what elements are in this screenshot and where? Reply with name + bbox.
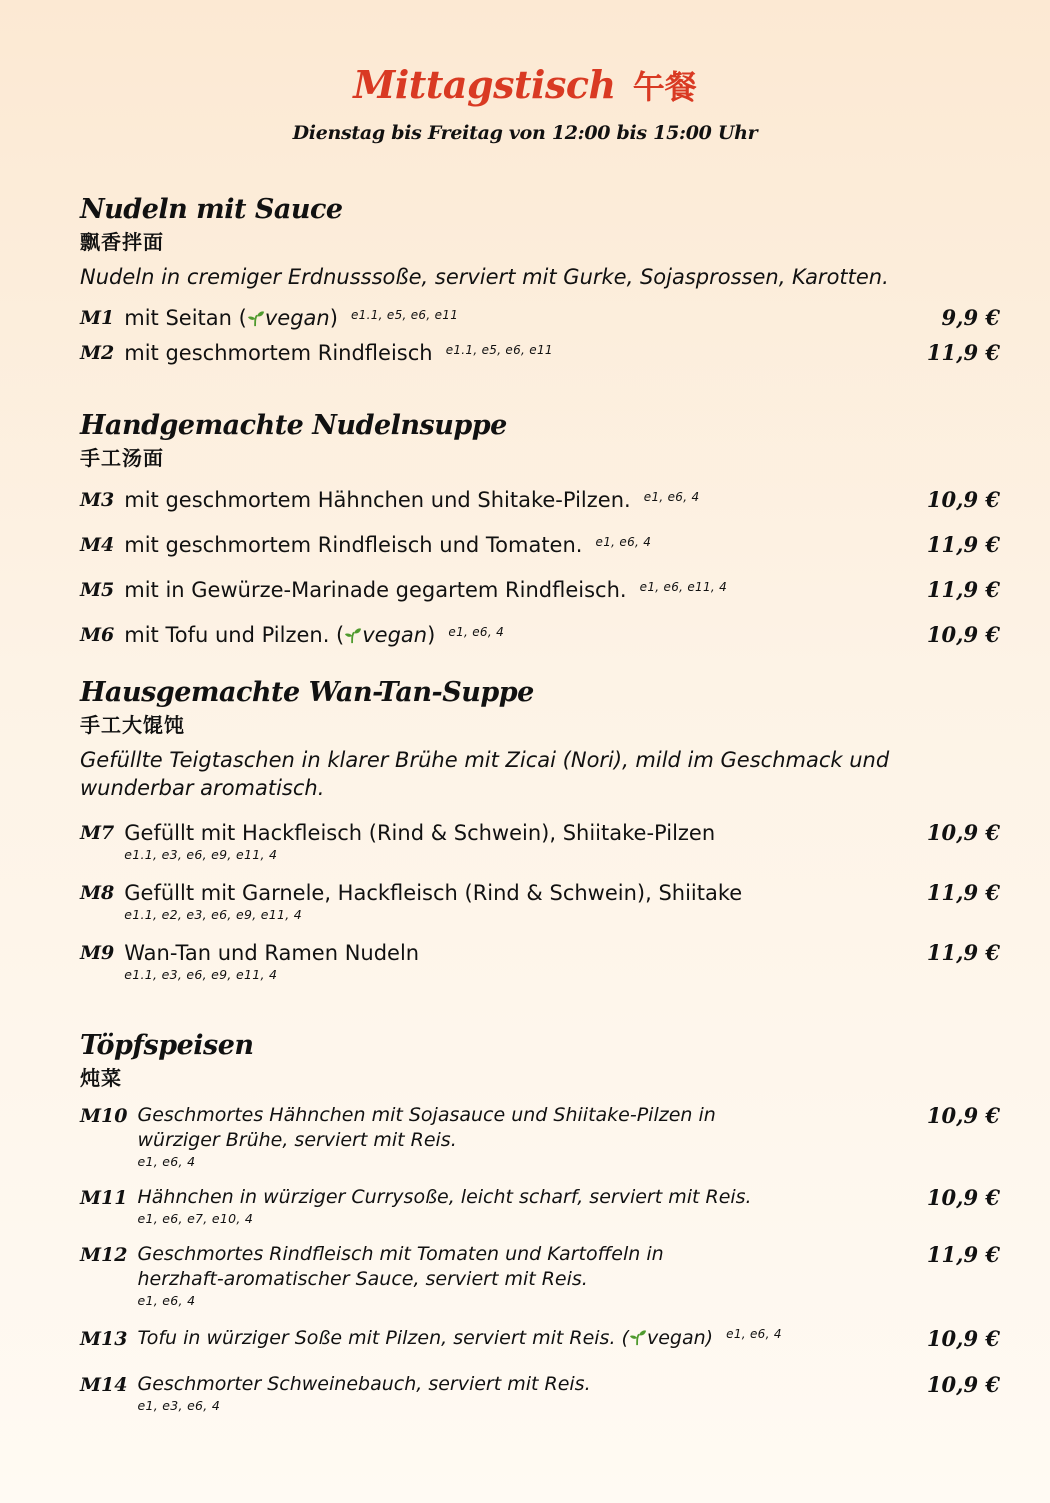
item-allergens: e1, e6, 4: [137, 1293, 196, 1308]
item-price: 11,9 €: [926, 340, 1000, 365]
item-code: M2: [80, 342, 115, 364]
menu-item-m10: [80, 1103, 1000, 1171]
page-title-chinese: 午餐: [632, 68, 697, 106]
item-allergens: e1.1, e2, e3, e6, e9, e11, 4: [124, 907, 303, 922]
item-allergens: e1, e6, 4: [643, 490, 700, 504]
item-code: M5: [80, 579, 115, 601]
item-allergens: e1.1, e3, e6, e9, e11, 4: [124, 847, 278, 862]
item-name: mit Seitan ( vegan): [124, 306, 338, 330]
menu-item-m11: [80, 1185, 1000, 1228]
menu-item-m12: [80, 1242, 1000, 1310]
item-name: Geschmorter Schweinebauch, serviert mit Reis.: [137, 1373, 591, 1395]
item-allergens: e1, e6, e7, e10, 4: [137, 1211, 254, 1226]
item-name: Tofu in würziger Soße mit Pilzen, serviert mit Reis. ( vegan): [137, 1327, 714, 1349]
item-code: M3: [80, 489, 115, 511]
sprout-icon: [247, 309, 265, 327]
section-title-chinese: 手工大馄饨: [80, 713, 185, 737]
item-code: M11: [80, 1187, 128, 1209]
section-nudeln-mit-sauce: [80, 193, 1000, 366]
item-code: M8: [80, 882, 115, 904]
item-price: 10,9 €: [926, 487, 1000, 512]
item-name: Wan-Tan und Ramen Nudeln: [124, 941, 420, 965]
item-allergens: e1, e3, e6, 4: [137, 1398, 221, 1413]
item-code: M6: [80, 624, 115, 646]
item-price: 11,9 €: [926, 940, 1000, 965]
menu-item-m3: [80, 487, 1000, 513]
item-name: Gefüllt mit Garnele, Hackfleisch (Rind & Schwein), Shiitake: [124, 881, 743, 905]
item-code: M13: [80, 1328, 128, 1350]
section-title: Hausgemachte Wan-Tan-Suppe: [80, 677, 534, 708]
menu-item-m6: [80, 622, 1000, 648]
menu-item-m4: [80, 532, 1000, 558]
item-price: 11,9 €: [926, 532, 1000, 557]
item-price: 10,9 €: [926, 622, 1000, 647]
menu-item-m14: [80, 1372, 1000, 1415]
item-name: Gefüllt mit Hackfleisch (Rind & Schwein), Shiitake-Pilzen: [124, 821, 716, 845]
item-price: 10,9 €: [926, 1185, 1000, 1210]
header: [0, 0, 1050, 112]
opening-hours: Dienstag bis Freitag von 12:00 bis 15:00 Uhr: [292, 122, 758, 144]
menu-item-m7: [80, 820, 1000, 864]
item-price: 10,9 €: [926, 1372, 1000, 1397]
item-name: mit in Gewürze-Marinade gegartem Rindfleisch.: [124, 578, 627, 602]
item-allergens: e1.1, e5, e6, e11: [351, 308, 459, 322]
menu-item-m9: [80, 940, 1000, 984]
section-title-chinese: 飘香拌面: [80, 230, 164, 254]
section-title: Handgemachte Nudelnsuppe: [80, 410, 507, 441]
item-code: M1: [80, 307, 115, 329]
item-price: 11,9 €: [926, 1242, 1000, 1267]
item-name: mit geschmortem Hähnchen und Shitake-Pilzen.: [124, 488, 631, 512]
item-allergens: e1, e6, 4: [137, 1154, 196, 1169]
item-allergens: e1.1, e3, e6, e9, e11, 4: [124, 967, 278, 982]
item-price: 11,9 €: [926, 880, 1000, 905]
item-price: 9,9 €: [941, 305, 1000, 330]
item-code: M4: [80, 534, 115, 556]
item-code: M14: [80, 1374, 128, 1396]
item-allergens: e1, e6, 4: [448, 625, 505, 639]
item-price: 10,9 €: [926, 820, 1000, 845]
item-name: mit geschmortem Rindfleisch und Tomaten.: [124, 533, 583, 557]
item-allergens: e1, e6, 4: [726, 1327, 782, 1341]
menu-item-m5: [80, 577, 1000, 603]
section-description: Gefüllte Teigtaschen in klarer Brühe mit Zicai (Nori), mild im Geschmack und wunderbar aromatisch.: [80, 748, 890, 800]
page-title: Mittagstisch: [353, 62, 616, 107]
section-wan-tan-suppe: [80, 676, 1000, 984]
item-name: Geschmortes Hähnchen mit Sojasauce und Shiitake-Pilzen in würziger Brühe, serviert mit Reis.: [137, 1104, 716, 1151]
section-toepfspeisen: [80, 1029, 1000, 1415]
item-name: mit Tofu und Pilzen. ( vegan): [124, 623, 436, 647]
section-title-chinese: 手工汤面: [80, 446, 164, 470]
item-code: M7: [80, 822, 115, 844]
item-allergens: e1, e6, 4: [595, 535, 652, 549]
item-allergens: e1, e6, e11, 4: [639, 580, 728, 594]
item-code: M12: [80, 1244, 128, 1266]
section-description: Nudeln in cremiger Erdnusssoße, serviert mit Gurke, Sojasprossen, Karotten.: [80, 265, 889, 289]
item-price: 11,9 €: [926, 577, 1000, 602]
section-title-chinese: 炖菜: [80, 1066, 122, 1090]
sprout-icon: [344, 626, 362, 644]
menu-item-m2: [80, 340, 1000, 366]
section-title: Nudeln mit Sauce: [80, 194, 343, 225]
section-title: Töpfspeisen: [80, 1030, 254, 1061]
item-name: Hähnchen in würziger Currysoße, leicht scharf, serviert mit Reis.: [137, 1186, 752, 1208]
item-name: Geschmortes Rindfleisch mit Tomaten und Kartoffeln in herzhaft-aromatischer Sauce, serviert mit Reis.: [137, 1243, 664, 1290]
item-code: M10: [80, 1105, 128, 1127]
menu-item-m13: [80, 1326, 1000, 1352]
menu-item-m8: [80, 880, 1000, 924]
menu-item-m1: [80, 305, 1000, 331]
section-handgemachte-nudelnsuppe: [80, 409, 1000, 648]
item-name: mit geschmortem Rindfleisch: [124, 341, 433, 365]
item-code: M9: [80, 942, 115, 964]
item-price: 10,9 €: [926, 1103, 1000, 1128]
item-allergens: e1.1, e5, e6, e11: [445, 343, 553, 357]
sprout-icon: [629, 1328, 647, 1346]
item-price: 10,9 €: [926, 1326, 1000, 1351]
